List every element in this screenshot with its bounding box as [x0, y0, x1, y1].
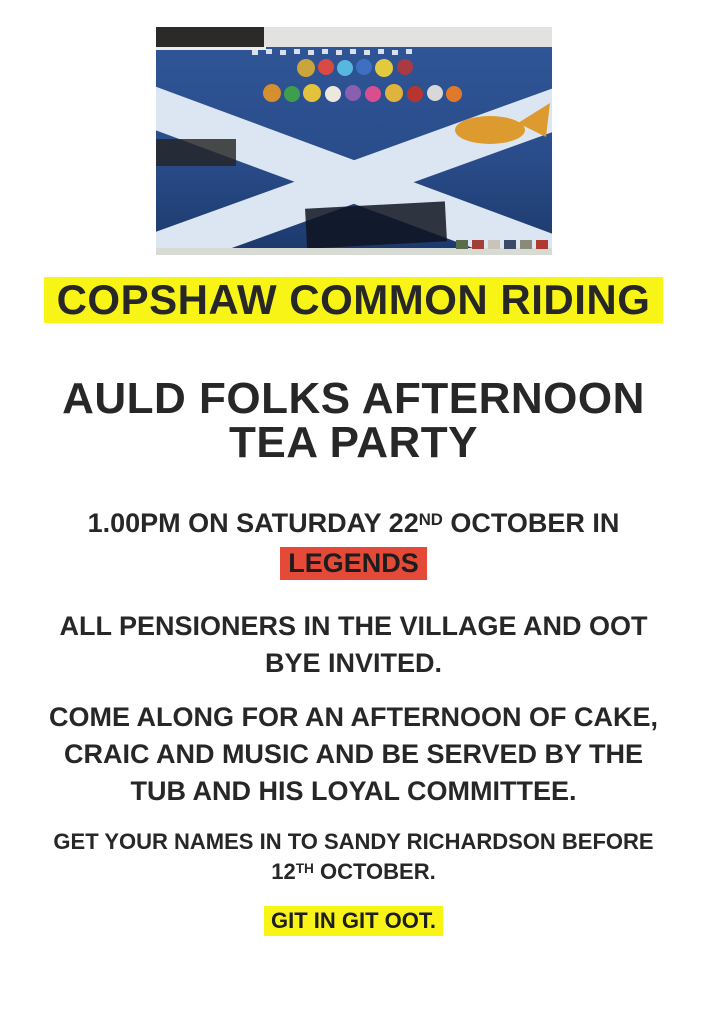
- rsvp-line1: GET YOUR NAMES IN TO SANDY RICHARDSON BEFORE: [53, 829, 654, 854]
- date-ordinal-suffix: ND: [418, 509, 443, 529]
- dark-patch-left: [156, 139, 236, 166]
- flag-bottom-edge: [156, 248, 552, 255]
- footer-slogan: [0, 906, 707, 936]
- event-details-line3: TUB AND HIS LOYAL COMMITTEE.: [130, 776, 577, 806]
- page-title-line2: TEA PARTY: [229, 418, 478, 467]
- dark-window-bar: [156, 27, 264, 47]
- venue-highlight: LEGENDS: [280, 547, 427, 580]
- event-banner-text: COPSHAW COMMON RIDING: [56, 276, 651, 323]
- event-details-line2: CRAIC AND MUSIC AND BE SERVED BY THE: [63, 739, 644, 769]
- event-date-line: [0, 505, 707, 545]
- invitation-line2: BYE INVITED.: [264, 648, 443, 678]
- dark-object-bottom: [305, 201, 447, 248]
- saltire-flag-graphic: [156, 27, 552, 255]
- rsvp-text: [0, 827, 707, 890]
- invitation-line1: ALL PENSIONERS IN THE VILLAGE AND OOT: [59, 611, 648, 641]
- flyer-page: [0, 27, 707, 1027]
- rsvp-deadline-day: 12: [271, 859, 296, 884]
- flag-top-edge: [156, 47, 266, 50]
- event-datetime: [0, 505, 707, 582]
- rsvp-deadline-month: OCTOBER.: [313, 859, 436, 884]
- saltire-flag-photo: [156, 27, 552, 255]
- event-details-line1: COME ALONG FOR AN AFTERNOON OF CAKE,: [49, 702, 658, 732]
- invitation-text: [0, 608, 707, 682]
- event-details-text: [0, 699, 707, 810]
- event-date-pre: 1.00PM ON SATURDAY 22: [87, 508, 419, 538]
- event-date-post: OCTOBER IN: [442, 508, 620, 538]
- rsvp-line2: [0, 857, 707, 890]
- deadline-ordinal-suffix: TH: [295, 861, 314, 877]
- footer-slogan-highlight: GIT IN GIT OOT.: [264, 906, 443, 936]
- venue-line: [0, 545, 707, 582]
- event-banner: [44, 277, 663, 323]
- page-title-line1: AULD FOLKS AFTERNOON: [62, 374, 645, 423]
- page-title: [0, 374, 707, 467]
